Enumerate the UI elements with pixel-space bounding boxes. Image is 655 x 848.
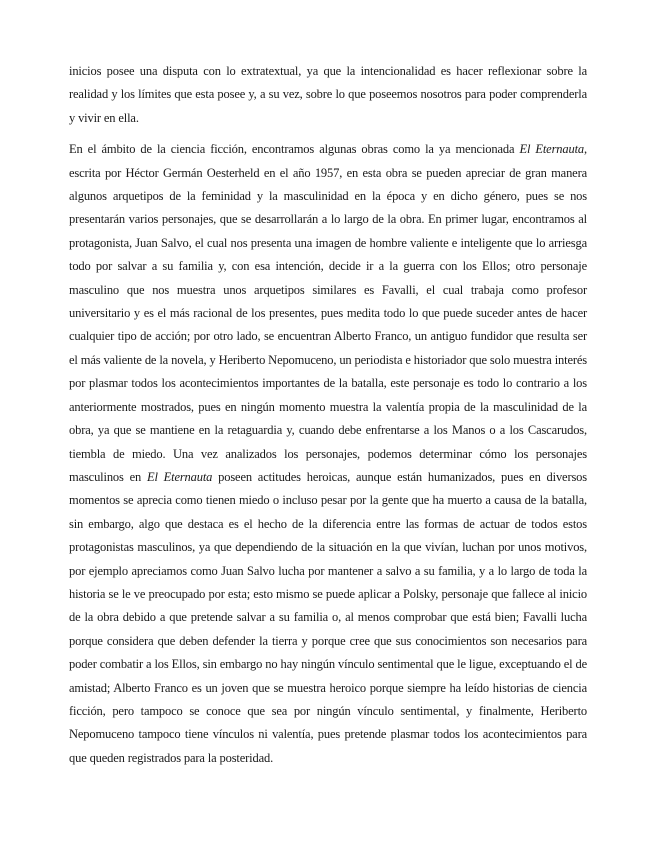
paragraph-2-segment-2: , escrita por Héctor Germán Oesterheld en el año 1957, en esta obra se pueden apreciar de gran manera algunos arquetipos de la feminidad y la masculinidad en la época y en dicho género, pues se nos presentarán varios personajes, que se desarrollarán a lo largo de la obra. En primer lugar, encontramos al protagonista, Juan Salvo, el cual nos presenta una imagen de hombre valiente e inteligente que lo arriesga todo por salvar a su familia y, con esa intención, decide ir a la guerra con los Ellos; otro personaje masculino que nos muestra unos arquetipos similares es Favalli, el cual trabaja como profesor universitario y es el más racional de los presentes, pues medita todo lo que puede suceder antes de hacer cualquier tipo de acción; por otro lado, se encuentran Alberto Franco, un antiguo fundidor que resulta ser el más valiente de la novela, y Heriberto Nepomuceno, un periodista e historiador que solo muestra interés por plasmar todos los acontecimientos importantes de la batalla, este personaje es todo lo contrario a los anteriormente mostrados, pues en ningún momento muestra la valentía propia de la masculinidad de la obra, ya que se mantiene en la retaguardia y, cuando debe enfrentarse a los Manos o a los Cascarudos, tiembla de miedo. Una vez analizados los personajes, podemos determinar cómo los personajes masculinos en <box>69 142 587 484</box>
paragraph-2 <box>69 138 587 770</box>
book-title: El Eternauta <box>146 469 213 484</box>
document-page <box>69 60 587 778</box>
book-title: El Eternauta <box>519 142 585 157</box>
paragraph-1: inicios posee una disputa con lo extratextual, ya que la intencionalidad es hacer reflexionar sobre la realidad y los límites que esta posee y, a su vez, sobre lo que poseemos nosotros para poder comprenderla y vivir en ella. <box>69 64 587 125</box>
paragraph-2-segment-3: poseen actitudes heroicas, aunque están humanizados, pues en diversos momentos se aprecia como tienen miedo o incluso pesar por la gente que ha muerto a causa de la batalla, sin embargo, algo que destaca es el hecho de la diferencia entre las formas de actuar de todos estos protagonistas masculinos, ya que dependiendo de la situación en la que vivían, luchan por unos motivos, por ejemplo apreciamos como Juan Salvo lucha por mantener a salvo a su familia, y a lo largo de toda la historia se le ve preocupado por esta; esto mismo se puede aplicar a Polsky, personaje que fallece al inicio de la obra debido a que pretende salvar a su familia o, al menos comprobar que está bien; Favalli lucha porque considera que deben defender la tierra y porque cree que sus conocimientos son necesarios para poder combatir a los Ellos, sin embargo no hay ningún vínculo sentimental que le ligue, exceptuando el de amistad; Alberto Franco es un joven que se muestra heroico porque siempre ha leído historias de ciencia ficción, pero tampoco se conoce que sea por ningún vínculo sentimental, y finalmente, Heriberto Nepomuceno tampoco tiene vínculos ni valentía, pues pretende plasmar todos los acontecimientos para que queden registrados para la posteridad. <box>69 469 587 765</box>
paragraph-2-segment-1: En el ámbito de la ciencia ficción, encontramos algunas obras como la ya mencionada <box>69 142 520 157</box>
